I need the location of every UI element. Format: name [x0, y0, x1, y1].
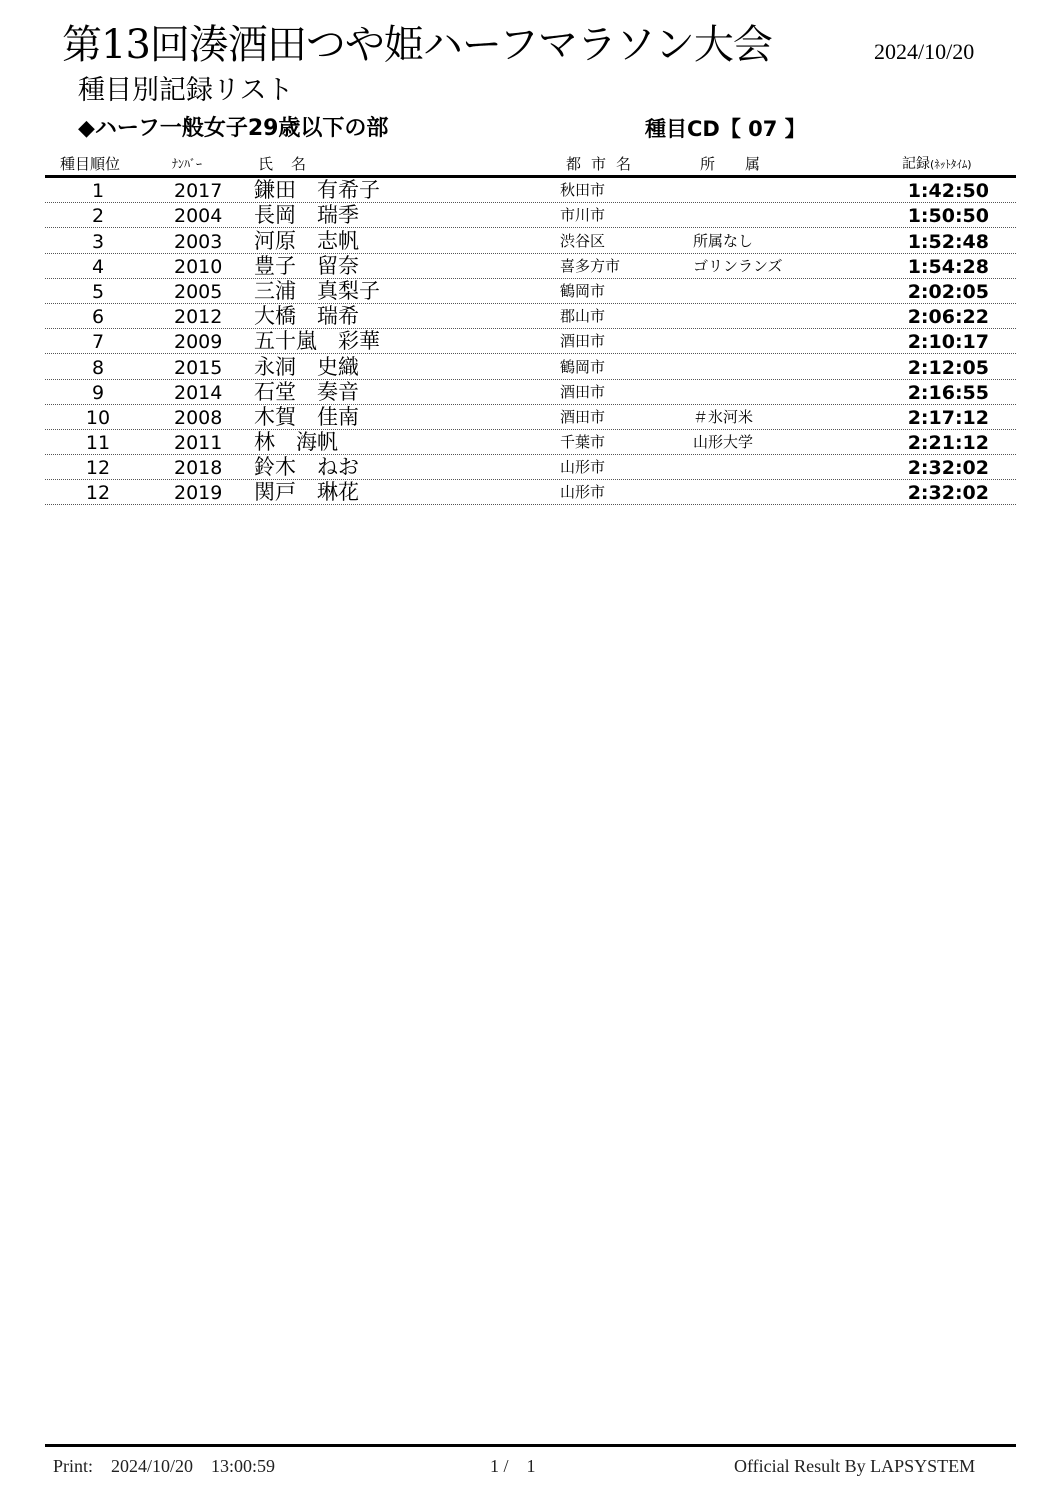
result-city: 酒田市 — [560, 407, 606, 426]
result-rank: 7 — [91, 331, 105, 354]
event-title: 第13回湊酒田つや姫ハーフマラソン大会 — [62, 22, 772, 68]
result-time: 2:10:17 — [907, 331, 989, 354]
result-club: ＃氷河米 — [693, 407, 754, 426]
result-name: 河原 志帆 — [254, 228, 359, 253]
result-bib: 2017 — [174, 180, 223, 203]
table-row — [45, 480, 1016, 505]
column-header-name: 氏名 — [258, 155, 325, 173]
result-name: 豊子 留奈 — [254, 253, 359, 278]
result-city: 千葉市 — [560, 433, 606, 452]
result-time: 2:21:12 — [907, 432, 989, 455]
result-rank: 1 — [91, 180, 105, 203]
table-row — [45, 430, 1016, 455]
result-bib: 2011 — [174, 432, 223, 455]
result-name: 永洞 史織 — [254, 354, 359, 379]
column-header-time-label: 記録 — [902, 156, 930, 172]
column-header-club: 所属 — [700, 155, 791, 173]
column-header-time-note: (ﾈｯﾄﾀｲﾑ) — [930, 158, 972, 171]
table-row — [45, 228, 1016, 253]
result-name: 五十嵐 彩華 — [254, 329, 380, 354]
result-bib: 2019 — [174, 482, 223, 505]
result-time: 2:17:12 — [907, 406, 989, 429]
result-name: 長岡 瑞季 — [254, 203, 359, 228]
list-subtitle: 種目別記録リスト — [78, 75, 294, 106]
page-number: 1 / 1 — [490, 1456, 536, 1476]
result-city: 酒田市 — [560, 332, 606, 351]
official-result-credit: Official Result By LAPSYSTEM — [734, 1456, 976, 1476]
result-time: 2:32:02 — [907, 482, 989, 505]
result-city: 秋田市 — [560, 181, 606, 200]
result-name: 鎌田 有希子 — [254, 178, 380, 203]
result-club: 山形大学 — [693, 433, 754, 452]
result-bib: 2018 — [174, 457, 223, 480]
result-bib: 2009 — [174, 331, 223, 354]
result-club: ゴリンランズ — [693, 256, 783, 275]
result-bib: 2005 — [174, 280, 223, 303]
result-club: 所属なし — [693, 231, 754, 250]
result-bib: 2003 — [174, 230, 223, 253]
result-name: 林 海帆 — [254, 430, 338, 455]
footer-divider — [45, 1444, 1016, 1447]
result-bib: 2015 — [174, 356, 223, 379]
result-city: 酒田市 — [560, 382, 606, 401]
results-table — [45, 178, 1016, 505]
result-time: 2:06:22 — [907, 306, 989, 329]
category-name: ◆ハーフ一般女子29歳以下の部 — [78, 116, 389, 141]
column-header-city: 都市名 — [566, 155, 642, 173]
result-rank: 8 — [91, 356, 105, 379]
result-city: 鶴岡市 — [560, 281, 606, 300]
result-bib: 2008 — [174, 406, 223, 429]
result-rank: 11 — [85, 432, 111, 455]
table-row — [45, 405, 1016, 430]
table-row — [45, 329, 1016, 354]
table-row — [45, 279, 1016, 304]
result-city: 鶴岡市 — [560, 357, 606, 376]
result-name: 木賀 佳南 — [254, 404, 359, 429]
result-bib: 2004 — [174, 205, 223, 228]
result-rank: 6 — [91, 306, 105, 329]
result-rank: 10 — [85, 406, 111, 429]
result-rank: 12 — [85, 482, 111, 505]
result-name: 関戸 琳花 — [254, 480, 359, 505]
table-row — [45, 203, 1016, 228]
table-row — [45, 254, 1016, 279]
result-time: 1:42:50 — [907, 180, 989, 203]
table-row — [45, 304, 1016, 329]
result-bib: 2012 — [174, 306, 223, 329]
table-row — [45, 380, 1016, 405]
event-date: 2024/10/20 — [874, 39, 975, 64]
result-time: 2:16:55 — [907, 381, 989, 404]
print-timestamp: Print: 2024/10/20 13:00:59 — [53, 1456, 276, 1476]
column-header-time — [902, 153, 972, 176]
result-rank: 4 — [91, 255, 105, 278]
result-name: 大橋 瑞希 — [254, 304, 359, 329]
result-bib: 2010 — [174, 255, 223, 278]
result-rank: 2 — [91, 205, 105, 228]
result-rank: 3 — [91, 230, 105, 253]
result-rank: 9 — [91, 381, 105, 404]
column-header-rank: 種目順位 — [60, 155, 121, 173]
table-row — [45, 354, 1016, 379]
result-rank: 5 — [91, 280, 105, 303]
table-row — [45, 178, 1016, 203]
result-city: 山形市 — [560, 458, 606, 477]
result-name: 鈴木 ねお — [254, 455, 359, 480]
result-time: 2:12:05 — [907, 356, 989, 379]
result-city: 山形市 — [560, 483, 606, 502]
result-name: 三浦 真梨子 — [254, 278, 380, 303]
result-time: 2:02:05 — [907, 280, 989, 303]
result-time: 1:50:50 — [907, 205, 989, 228]
column-header-bib: ﾅﾝﾊﾞｰ — [172, 157, 203, 171]
result-city: 喜多方市 — [560, 256, 621, 275]
result-rank: 12 — [85, 457, 111, 480]
table-row — [45, 455, 1016, 480]
result-city: 渋谷区 — [560, 231, 606, 250]
result-bib: 2014 — [174, 381, 223, 404]
result-city: 市川市 — [560, 206, 606, 225]
result-city: 郡山市 — [560, 307, 606, 326]
result-time: 1:52:48 — [907, 230, 989, 253]
result-time: 2:32:02 — [907, 457, 989, 480]
result-name: 石堂 奏音 — [254, 379, 359, 404]
result-time: 1:54:28 — [907, 255, 989, 278]
category-code: 種目CD【 07 】 — [645, 117, 806, 141]
